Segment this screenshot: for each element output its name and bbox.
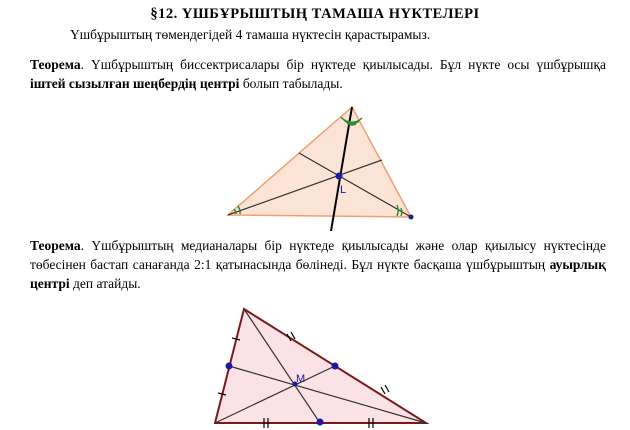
theorem-text-end: болып табылады.	[239, 76, 343, 91]
tick-mark	[385, 385, 389, 392]
incenter-label: L	[340, 184, 347, 196]
theorem-text: . Үшбұрыштың биссектрисалары бір нүктеде қиылысады. Бұл нүкте осы үшбұрышқа	[80, 57, 606, 72]
midpoint	[226, 363, 233, 370]
theorem-text: . Үшбұрыштың медианалары бір нүктеде қиылысады және олар қиылысу нүктесінде төбесінен бастап санағанда 2:1 қатынасында бөлінеді. Бұл нүкте басқаша үшбұрыштың	[30, 238, 606, 272]
theorem-text-end: деп атайды.	[69, 276, 141, 291]
theorem-emphasis: іштей сызылған шеңбердің центрі	[30, 76, 240, 91]
theorem-label: Теорема	[30, 238, 81, 253]
theorem-emphasis: ауырлық центрі	[30, 257, 606, 291]
centroid-label: M	[296, 373, 306, 385]
page-title: §12. ҮШБҰРЫШТЫҢ ТАМАША НҮКТЕЛЕРІ	[150, 6, 480, 22]
midpoint	[332, 363, 339, 370]
tick-mark	[381, 387, 385, 394]
intro-text: Үшбұрыштың төмендегідей 4 тамаша нүктесін қарастырамыз.	[70, 27, 431, 42]
triangle-abc	[215, 309, 426, 423]
midpoint	[317, 419, 324, 426]
theorem-label: Теорема	[30, 57, 81, 72]
